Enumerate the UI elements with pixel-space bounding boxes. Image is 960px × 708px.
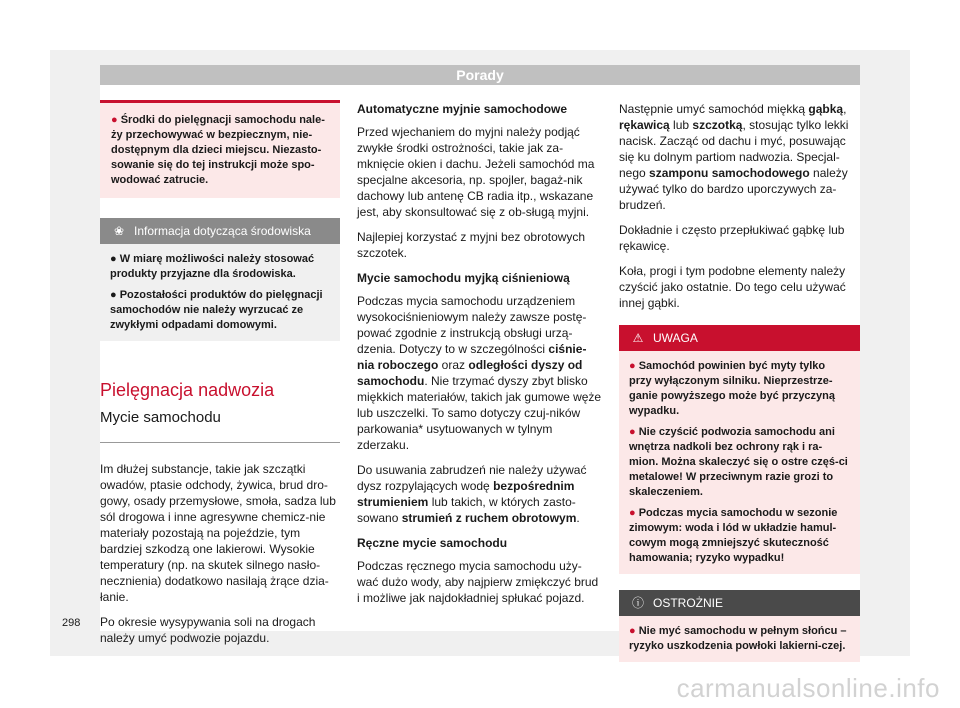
list-item: ● Nie myć samochodu w pełnym słońcu – ryzyko uszkodzenia powłoki lakierni-czej.	[629, 625, 847, 652]
divider	[100, 442, 340, 443]
ostroznie-body	[619, 616, 860, 662]
environment-info-box	[100, 218, 340, 341]
paragraph: Im dłużej substancje, takie jak szczątki owadów, ptasie odchody, żywica, brud dro-gowy, osady przemysłowe, smoła, sadza lub sól drogowa i inne agresywne chemicz-nie materiały pozostają na pojeździe, tym bardziej szkodzą one lakierowi. Wysokie temperatury (np. na skutek silnego nasło-necznienia) dodatkowo nasilają żrące dzia-łanie.	[100, 462, 336, 604]
page-number: 298	[62, 617, 81, 629]
paragraph: Po okresie wysypywania soli na drogach należy umyć podwozie pojazdu.	[100, 615, 316, 645]
page-content	[100, 85, 860, 652]
warning-text: Środki do pielęgnacji samochodu nale-żу przechowywać w bezpiecznym, nie-dostępnym dla dzieci miejscu. Niezasto-sowanie się do tej instrukcji może spo-wodować zatrucie.	[111, 114, 325, 186]
environment-flower-icon: ❀	[113, 224, 125, 238]
paragraph: Najlepiej korzystać z myjni bez obrotowych szczotek.	[357, 230, 586, 260]
warning-box	[100, 100, 340, 198]
left-column	[100, 85, 340, 655]
uwaga-header	[619, 325, 860, 351]
page-header: Porady	[100, 65, 860, 85]
bullet-icon: ●	[629, 625, 639, 637]
paragraph: Podczas mycia samochodu urządzeniem wysokociśnieniowym należy zawsze postę-pować zgodnie z instrukcją obsługi urzą-dzenia. Dotyczy to w szczególności ciśnie-nia roboczego oraz odległości dyszy od samochodu. Nie trzymać dyszy zbyt blisko miękkich materiałów, takich jak gumowe węże lub uszczelki. To samo dotyczy czuj-ników parkowania* usytuowanych w tylnym zderzaku.	[357, 294, 602, 452]
uwaga-box	[619, 325, 860, 574]
heading-hand-wash: Ręczne mycie samochodu	[357, 536, 508, 550]
environment-info-header	[100, 218, 340, 244]
uwaga-body	[619, 351, 860, 574]
paragraph: Następnie umyć samochód miękką gąbką, rękawicą lub szczotką, stosując tylko lekki nacisk. Zacząć od dachu i myć, posuwając się ku dolnym partiom nadwozia. Specjal-nego szamponu samochodowego należy używać tylko do bardzo uporczywych za-brudzeń.	[619, 102, 849, 212]
environment-info-title: Informacja dotycząca środowiska	[134, 224, 311, 238]
list-item: ● Podczas mycia samochodu w sezonie zimowym: woda i lód w układzie hamul-cowym mogą zmniejszyć skuteczność hamowania; ryzyko wypadku!	[629, 507, 838, 564]
heading-car-wash: Automatyczne myjnie samochodowe	[357, 102, 568, 116]
paragraph: Koła, progi i tym podobne elementy należy czyścić jako ostatnie. Do tego celu używać innej gąbki.	[619, 264, 846, 310]
paragraph: Dokładnie i często przepłukiwać gąbkę lub rękawicę.	[619, 223, 845, 253]
paragraph: Przed wjechaniem do myjni należy podjąć zwykłe środki ostrożności, takie jak za-mknięcie okien i dachu. Jeżeli samochód ma specjalne akcesoria, np. spojler, bagaż-nik dachowy lub antenę CB radia itp., wskazane jest, aby skonsultować się z ob-sługą myjni.	[357, 125, 595, 219]
ostroznie-header	[619, 590, 860, 616]
heading-pressure-washer: Mycie samochodu myjką ciśnieniową	[357, 271, 570, 285]
bullet-icon: ●	[629, 426, 639, 438]
subsection-title: Mycie samochodu	[100, 409, 221, 426]
list-item: ● Nie czyścić podwozia samochodu ani wnętrza nadkoli bez ochrony rąk i ra-mion. Można skaleczyć się o ostre częś-ci metalowe! W przeciwnym razie grozi to skaleczeniem.	[629, 426, 848, 498]
bullet-icon: ●	[110, 253, 120, 265]
environment-info-body	[100, 244, 340, 341]
ostroznie-box	[619, 590, 860, 662]
watermark: carmanualsonline.info	[676, 673, 940, 703]
section-title: Pielęgnacja nadwozia	[100, 380, 275, 400]
uwaga-title: UWAGA	[653, 331, 698, 345]
list-item: ● Pozostałości produktów do pielęgnacji samochodów nie należy wyrzucać ze zwykłymi odpadami domowymi.	[110, 289, 323, 331]
bullet-icon: ●	[111, 114, 118, 126]
right-column	[619, 85, 860, 662]
warning-triangle-icon: ⚠	[632, 331, 644, 345]
middle-column	[357, 85, 602, 615]
bullet-icon: ●	[629, 360, 639, 372]
paragraph: Podczas ręcznego mycia samochodu uży-wać dużo wody, aby najpierw zmiękczyć brud i możliwe jak najdokładniej spłukać pojazd.	[357, 559, 599, 605]
ostroznie-title: OSTROŻNIE	[653, 596, 724, 610]
bullet-icon: ●	[629, 507, 639, 519]
bullet-icon: ●	[110, 289, 120, 301]
info-circle-icon: ⓘ	[631, 596, 644, 610]
list-item: ● Samochód powinien być myty tylko przy wyłączonym silniku. Nieprzestrze-ganie powyższego może być przyczyną wypadku.	[629, 360, 836, 417]
paragraph: Do usuwania zabrudzeń nie należy używać dysz rozpylających wodę bezpośrednim strumieniem lub takich, w których zasto-sowano strumień z ruchem obrotowym.	[357, 463, 587, 525]
list-item: ● W miarę możliwości należy stosować produkty przyjazne dla środowiska.	[110, 253, 315, 280]
